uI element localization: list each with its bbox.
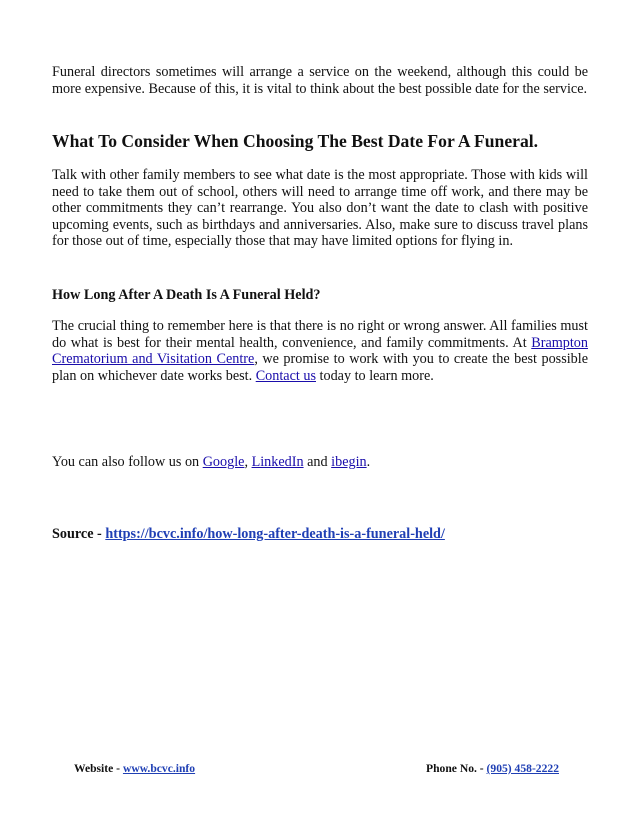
section-heading-how-long: How Long After A Death Is A Funeral Held? xyxy=(52,287,321,303)
intro-paragraph xyxy=(52,64,588,97)
answer-text-2: , we promise to work with you to create the best possible plan on whichever date works best. xyxy=(52,351,588,384)
footer-website-link[interactable]: www.bcvc.info xyxy=(122,762,196,775)
contact-us-link[interactable]: Contact us xyxy=(255,367,316,384)
intro-paragraph-text: Funeral directors sometimes will arrange a service on the weekend, although this could be more expensive. Because of this, it is vital to think about the best possible date for the service. xyxy=(52,64,588,97)
section-heading-best-date: What To Consider When Choosing The Best Date For A Funeral. xyxy=(52,131,539,151)
source-link[interactable]: https://bcvc.info/how-long-after-death-is-a-funeral-held/ xyxy=(105,526,445,542)
google-link[interactable]: Google xyxy=(202,454,245,470)
ibegin-link[interactable]: ibegin xyxy=(331,454,367,470)
linkedin-link[interactable]: LinkedIn xyxy=(251,454,304,470)
follow-separator-1: , xyxy=(244,454,252,470)
footer-phone-link[interactable]: (905) 458-2222 xyxy=(486,762,559,775)
footer-phone-label: Phone No. - xyxy=(426,762,487,775)
follow-text: You can also follow us on xyxy=(52,454,203,470)
considerations-paragraph xyxy=(52,167,588,250)
footer-phone xyxy=(426,762,559,776)
answer-paragraph xyxy=(52,318,588,384)
brampton-crematorium-link[interactable]: Brampton Crematorium and Visitation Centre xyxy=(52,334,588,368)
source-label: Source - xyxy=(52,526,106,542)
answer-text-3: today to learn more. xyxy=(316,367,434,384)
considerations-paragraph-text: Talk with other family members to see what date is the most appropriate. Those with kids will need to take them out of school, others will need to arrange time off work, and there may be other commitments they can’t rearrange. You also don’t want the date to clash with positive upcoming events, such as birthdays and anniversaries. Also, make sure to discuss travel plans for those out of time, especially those that may have limited options for flying in. xyxy=(52,167,588,250)
source-line xyxy=(52,525,445,543)
follow-end: . xyxy=(366,454,371,470)
footer-website-label: Website - xyxy=(74,762,123,775)
follow-separator-2: and xyxy=(303,454,332,470)
footer-website xyxy=(74,762,195,776)
follow-us-paragraph xyxy=(52,454,588,471)
answer-text-1: The crucial thing to remember here is that there is no right or wrong answer. All families must do what is best for their mental health, convenience, and family commitments. At xyxy=(52,318,588,351)
